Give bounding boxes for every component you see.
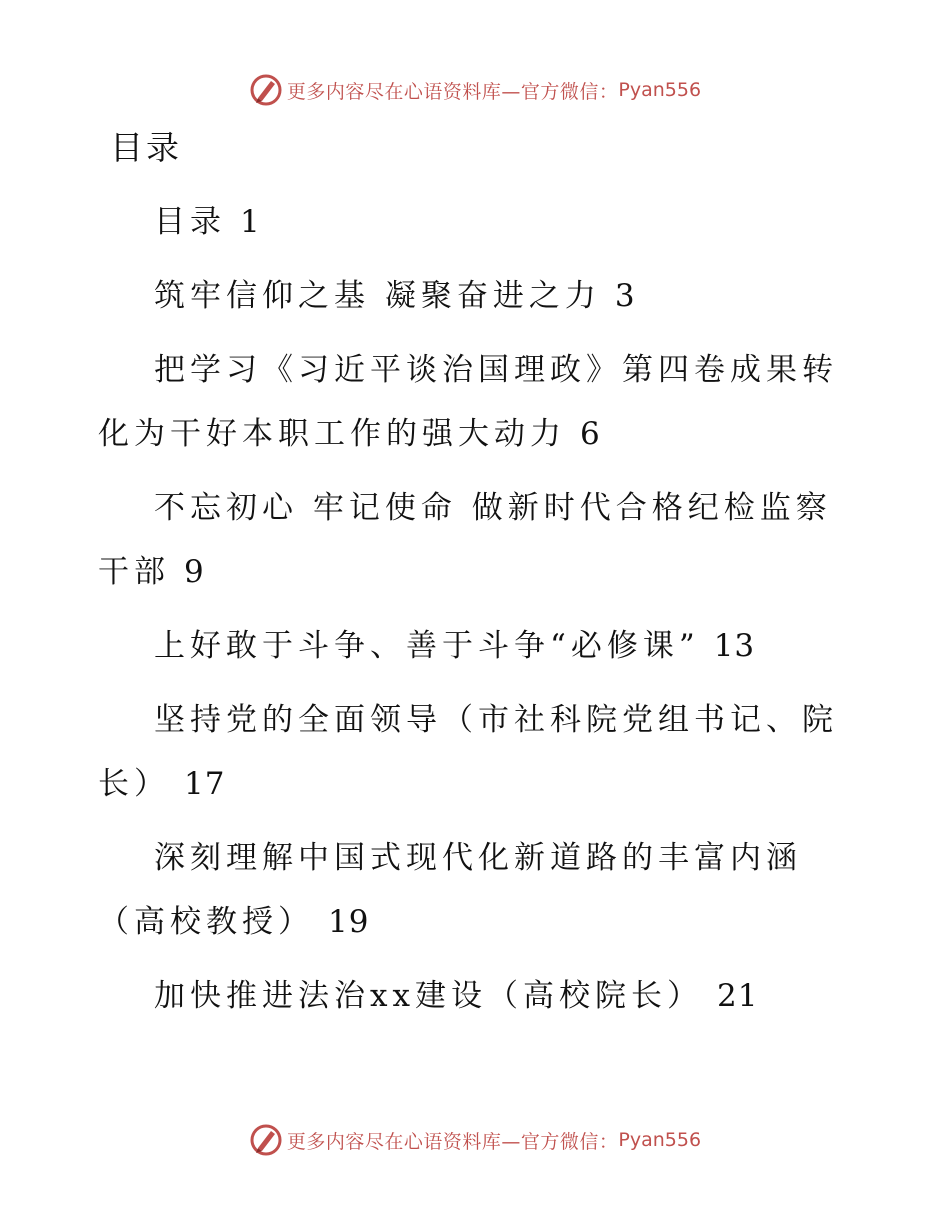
toc-entry-page: 1: [240, 204, 261, 240]
toc-entry[interactable]: [98, 614, 858, 678]
watermark-text: 更多内容尽在心语资料库—官方微信：: [286, 1130, 619, 1153]
toc-entry-page: 21: [716, 978, 759, 1014]
toc-heading: 目录: [110, 128, 182, 167]
pen-logo-icon: [249, 73, 283, 107]
toc-entry-title: 目录: [154, 204, 226, 240]
toc-entry-page: 13: [713, 628, 756, 664]
toc-entry-page: 6: [580, 416, 601, 452]
watermark-banner-top: [0, 70, 950, 110]
toc-entry[interactable]: [98, 826, 858, 954]
toc-entry-title: 不忘初心 牢记使命 做新时代合格纪检监察干部: [98, 490, 832, 590]
watermark-wechat-id: Pyan556: [618, 79, 702, 101]
toc-entry[interactable]: [98, 964, 858, 1028]
toc-entry[interactable]: [98, 688, 858, 816]
toc-entry-title: 坚持党的全面领导（市社科院党组书记、院长）: [98, 702, 838, 802]
toc-entry-page: 9: [184, 554, 205, 590]
toc-entry-page: 19: [328, 904, 370, 940]
toc-entry-title: 上好敢于斗争、善于斗争“必修课”: [154, 628, 700, 664]
toc-list: [98, 190, 858, 1038]
pen-logo-icon: [249, 1123, 283, 1157]
toc-entry[interactable]: [98, 264, 858, 328]
toc-entry-title: 深刻理解中国式现代化新道路的丰富内涵（高校教授）: [98, 840, 802, 940]
watermark-text: 更多内容尽在心语资料库—官方微信：: [286, 80, 619, 103]
toc-entry-title: 筑牢信仰之基 凝聚奋进之力: [154, 278, 601, 314]
toc-entry[interactable]: [98, 476, 858, 604]
toc-entry-page: 3: [614, 278, 636, 314]
watermark-wechat-id: Pyan556: [618, 1129, 702, 1151]
toc-entry[interactable]: [98, 190, 858, 254]
toc-entry-title: 把学习《习近平谈治国理政》第四卷成果转化为干好本职工作的强大动力: [98, 352, 838, 452]
watermark-banner-bottom: [0, 1120, 950, 1160]
toc-entry-title: 加快推进法治xx建设（高校院长）: [154, 978, 703, 1014]
toc-entry[interactable]: [98, 338, 858, 466]
toc-entry-page: 17: [184, 766, 226, 802]
